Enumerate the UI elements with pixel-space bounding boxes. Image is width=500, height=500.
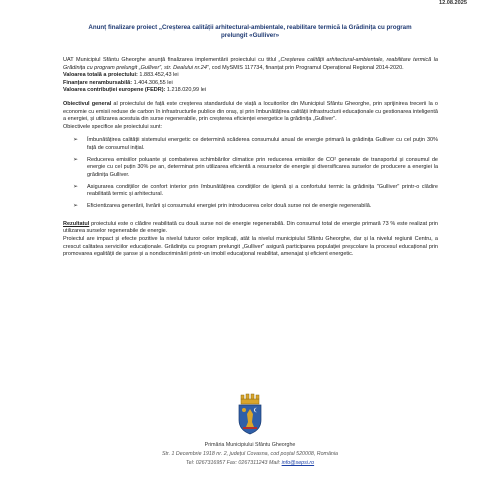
- list-item: [63, 157, 438, 180]
- general-objective-paragraph: [63, 101, 438, 124]
- title-line-2: prelungit «Gulliver»: [220, 32, 280, 39]
- arrow-bullet-icon: ➢: [73, 183, 79, 190]
- nonrefund-row: [63, 80, 438, 88]
- footer-institution: Primăria Municipiului Sfântu Gheorghe: [204, 442, 296, 448]
- footer: [60, 441, 440, 468]
- total-value: 1.883.452,43 lei: [139, 72, 179, 79]
- document-date: 12.08.2025: [439, 0, 467, 6]
- objective-text: Îmbunătățirea calității sistemului energetic ce determină scăderea consumului anual de energie primară la grădinița Gulliver cu cel puțin 30% față de consumul inițial.: [87, 137, 438, 151]
- list-item: [63, 184, 438, 199]
- arrow-bullet-icon: ➢: [73, 137, 79, 144]
- nonrefund-label: Finanțare nerambursabilă:: [63, 79, 133, 86]
- footer-address: Str. 1 Decembrie 1918 nr. 2, județul Covasna, cod poștal 520008, România: [162, 451, 338, 457]
- nonrefund-value: 1.404.306,55 lei: [133, 79, 173, 86]
- arrow-bullet-icon: ➢: [73, 156, 79, 163]
- result-text: proiectului este o clădire reabilitată cu două surse noi de energie regenerabilă. Din consumul total de energie primară 73 % este realizat prin utilizarea surselor regenerabile de energie.: [63, 220, 438, 235]
- objective-text: Eficientizarea generării, livrării și consumului energiei prin introducerea celor două surse noi de energie regenerabilă.: [87, 203, 372, 210]
- eu-contribution-row: [63, 87, 438, 95]
- result-label: Rezultatul: [63, 220, 90, 227]
- footer-phone-fax: Tel: 0267316957 Fax: 0267311243 Mail:: [185, 460, 282, 466]
- list-item: [63, 203, 438, 211]
- eu-contribution-label: Valoarea contribuției europene (FEDR):: [63, 87, 166, 94]
- city-crest-icon: [235, 392, 265, 436]
- footer-email-link[interactable]: info@sepsi.ro: [281, 460, 315, 466]
- crest-crown: [241, 394, 259, 404]
- arrow-bullet-icon: ➢: [73, 203, 79, 210]
- objective-text: Asigurarea condițiilor de confort interior prin îmbunătățirea condițiilor de igienă și a confortului termic la grădinița "Gulliver" printr-o clădire reabilitată termic și arhitectural.: [87, 183, 438, 198]
- impact-paragraph: Proiectul are impact și efecte pozitive la nivelul tuturor celor implicați, atât la nivelul municipiului Sfântu Gheorghe, dar și la nivelul regiunii Centru, a crescut calitatea serviciilor educaționale. Grădinița cu program prelungit „Gulliver” asigură participarea populației preșcolare la procesul educațional prin promovarea egalității de șanse și a nondiscriminării printr-un imobil educațional reabilitat, amenajat și eficient energetic.: [63, 236, 438, 258]
- specific-objectives-list: [63, 137, 438, 210]
- intro-lead: UAT Municipiul Sfântu Gheorghe anunță finalizarea implementării proiectului cu titlul: [63, 57, 279, 63]
- title-line-1: Anunț finalizare proiect „Creșterea calității arhitectural-ambientale, reabilitare termică la Grădinița cu program: [88, 24, 412, 31]
- total-value-label: Valoarea totală a proiectului:: [63, 72, 138, 79]
- document-body: [63, 57, 438, 259]
- crest-base: [243, 427, 257, 429]
- general-objective-label: Obiectivul general: [63, 100, 112, 107]
- result-paragraph: [63, 221, 438, 236]
- general-objective-text: al proiectului de față este creșterea standardului de viață a locuitorilor din Municipiul Sfântu Gheorghe, prin sprijinirea trecerii la o economie cu emisii reduse de carbon în infrastructurile publice din oraș, și prin îmbunătățirea calității infrastructurii educaționale cu gestionarea inteligentă a energiei, și utilizarea acestuia din surse regenerabile, prin creșterea eficienței energetice la grădinița „Gulliver”.: [63, 100, 438, 123]
- footer-contact: [60, 459, 440, 468]
- objective-text: Reducerea emisiilor poluante și combaterea schimbărilor climatice prin reducerea emisiilor de CO² generate de transportul și consumul de energie cu cel puțin 30% pe an, determinat prin utilizarea eficientă a resurselor de energie și diversificarea surselor de producere a energiei la grădinița Gulliver.: [87, 156, 438, 178]
- specific-objectives-intro: Obiectivele specifice ale proiectului sunt:: [63, 123, 163, 130]
- announcement-title: [60, 24, 440, 40]
- list-item: [63, 137, 438, 152]
- project-title: „Creșterea calității arhitectural-ambientale, reabilitare termică la Grădinița cu program prelungit „Gulliver”, str. Dealului nr.24”: [63, 57, 438, 71]
- total-value-row: [63, 72, 438, 80]
- crest-sun: [242, 408, 246, 412]
- eu-contribution-value: 1.218.020,99 lei: [166, 87, 207, 94]
- intro-tail: , cod MySMIS 117734, finanțat prin Programul Operațional Regional 2014-2020.: [208, 64, 404, 71]
- intro-paragraph: [63, 57, 438, 72]
